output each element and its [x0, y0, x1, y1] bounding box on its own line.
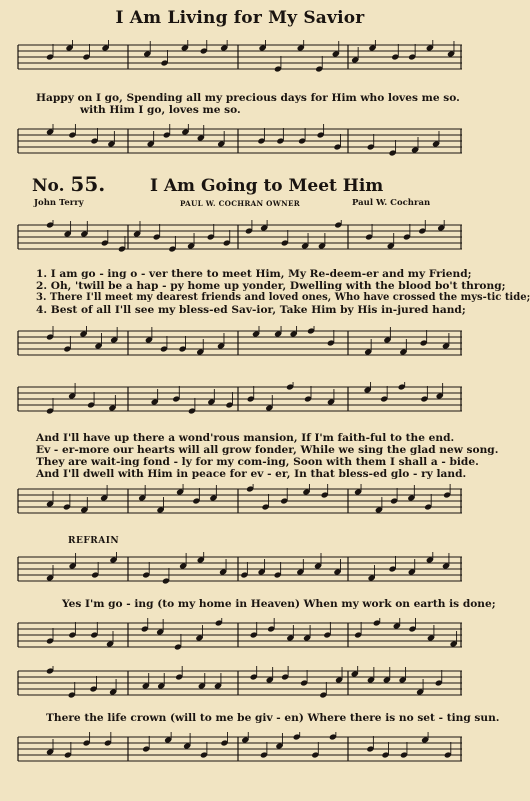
music-staff-graphic — [16, 618, 464, 652]
verse-4-line-1: 4. Best of all I'll see my bless-ed Sav-ior, Take Him by His in-jured hand; — [36, 304, 466, 316]
music-staff-graphic — [16, 552, 464, 586]
verse-1-line-1: 1. I am go - ing o - ver there to meet Him, My Re-deem-er and my Friend; — [36, 268, 472, 280]
hymn-number-value: 55. — [70, 172, 106, 196]
music-staff-graphic — [16, 732, 464, 766]
verse-2-line-2: Ev - er-more our hearts will all grow fonder, While we sing the glad new song. — [36, 444, 499, 456]
staff-treble — [16, 220, 464, 254]
music-staff-graphic — [16, 666, 464, 700]
refrain-line-2: There the life crown (will to me be giv - en) Where there is no set - ting sun. — [46, 712, 500, 724]
verse-3-line-1: 3. There I'll meet my dearest friends and loved ones, Who have crossed the mys-tic tide; — [36, 292, 530, 303]
lyric-line: with Him I go, loves me so. — [80, 104, 241, 116]
music-staff-graphic — [16, 382, 464, 416]
staff-bass — [16, 484, 464, 518]
staff-treble — [16, 666, 464, 700]
refrain-line-1: Yes I'm go - ing (to my home in Heaven) When my work on earth is done; — [62, 598, 496, 610]
composer: Paul W. Cochran — [352, 198, 431, 208]
verse-2-line-1: 2. Oh, 'twill be a hap - py home up yonder, Dwelling with the blood bo't throng; — [36, 280, 506, 292]
refrain-label: REFRAIN — [68, 536, 120, 546]
staff-treble — [16, 40, 464, 74]
music-staff-graphic — [16, 124, 464, 158]
top-hymn-title: I Am Living for My Savior — [115, 8, 365, 28]
music-staff-graphic — [16, 220, 464, 254]
staff-bass — [16, 732, 464, 766]
staff-treble — [16, 382, 464, 416]
owner-credit: PAUL W. COCHRAN OWNER — [180, 199, 301, 208]
verse-1-line-2: And I'll have up there a wond'rous mansion, If I'm faith-ful to the end. — [36, 432, 455, 444]
music-staff-graphic — [16, 40, 464, 74]
staff-bass — [16, 124, 464, 158]
lyricist: John Terry — [34, 198, 84, 208]
music-staff-graphic — [16, 484, 464, 518]
hymn-number — [32, 172, 105, 196]
staff-bass — [16, 618, 464, 652]
lyric-line: Happy on I go, Spending all my precious days for Him who loves me so. — [36, 92, 460, 104]
verse-4-line-2: And I'll dwell with Him in peace for ev - er, In that bless-ed glo - ry land. — [36, 468, 467, 480]
hymn-number-label: No. — [32, 176, 65, 196]
verse-3-line-2: They are wait-ing fond - ly for my com-ing, Soon with them I shall a - bide. — [36, 456, 479, 468]
music-staff-graphic — [16, 326, 464, 360]
staff-treble — [16, 552, 464, 586]
staff-bass — [16, 326, 464, 360]
hymn-title: I Am Going to Meet Him — [150, 176, 384, 196]
